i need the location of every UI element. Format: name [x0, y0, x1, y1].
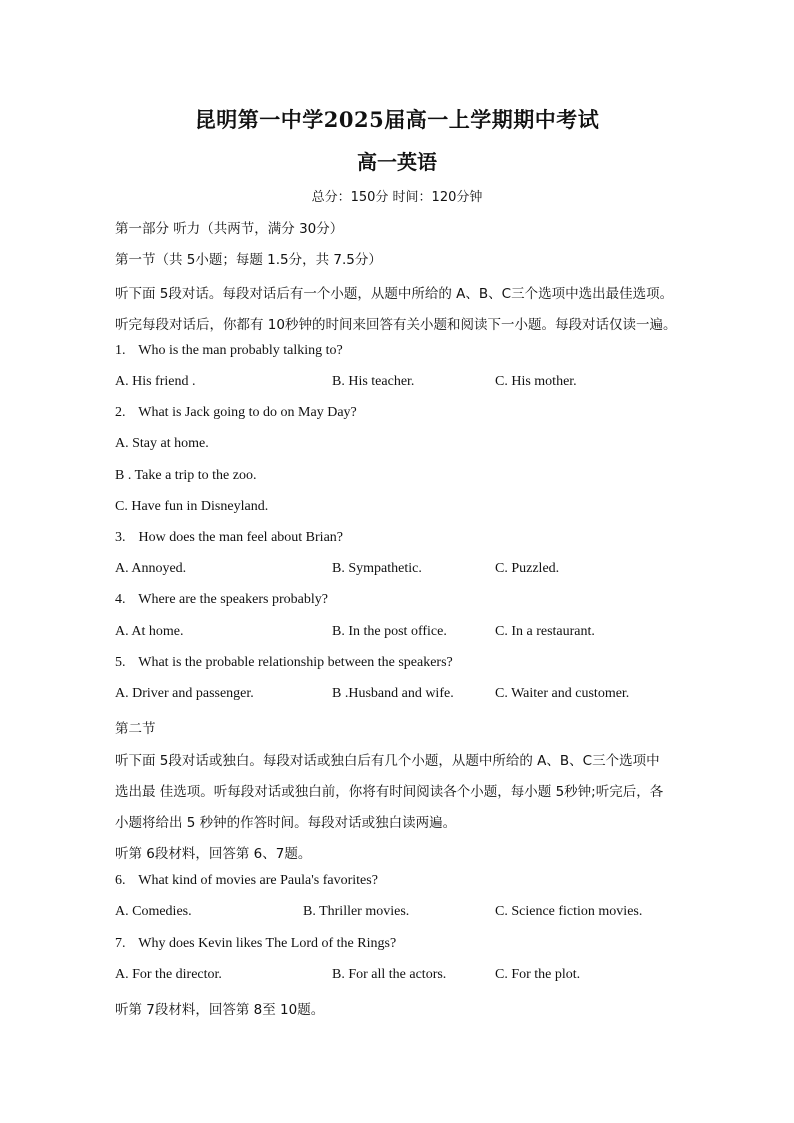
question-text: Why does Kevin likes The Lord of the Rings? [138, 936, 397, 951]
q1-option-b: B. His teacher. [332, 374, 415, 389]
question-number: 3. [115, 530, 126, 545]
question-text: What is Jack going to do on May Day? [138, 405, 357, 420]
question-3 [115, 530, 343, 546]
question-text: Where are the speakers probably? [138, 592, 328, 607]
section1-heading: 第一节（共 5小题；每题 1.5分，共 7.5分） [115, 252, 382, 268]
exam-subtitle: 高一英语 [357, 150, 437, 174]
q3-option-b: B. Sympathetic. [332, 561, 422, 576]
q7-option-a: A. For the director. [115, 967, 222, 982]
question-text: How does the man feel about Brian? [138, 530, 343, 545]
q6-option-a: A. Comedies. [115, 904, 192, 919]
question-text: What is the probable relationship between the speakers? [138, 655, 453, 670]
q2-option-a: A. Stay at home. [115, 436, 209, 451]
q7-option-c: C. For the plot. [495, 967, 581, 982]
exam-title: 昆明第一中学2025届高一上学期期中考试 [194, 107, 600, 132]
q4-option-a: A. At home. [115, 624, 184, 639]
q3-option-a: A. Annoyed. [115, 561, 187, 576]
q2-option-c: C. Have fun in Disneyland. [115, 499, 269, 514]
q6-option-b: B. Thriller movies. [303, 904, 410, 919]
question-2 [115, 405, 357, 421]
question-6 [115, 873, 378, 889]
question-number: 5. [115, 655, 126, 670]
section2-instruction-3: 小题将给出 5 秒钟的作答时间。每段对话或独白读两遍。 [115, 815, 457, 831]
exam-meta: 总分：150分 时间：120分钟 [311, 190, 483, 205]
q4-option-c: C. In a restaurant. [495, 624, 595, 639]
question-4 [115, 592, 328, 608]
q4-option-b: B. In the post office. [332, 624, 447, 639]
question-number: 1. [115, 343, 126, 358]
section1-instruction-2: 听完每段对话后，你都有 10秒钟的时间来回答有关小题和阅读下一小题。每段对话仅读一遍。 [115, 317, 677, 333]
section1-instruction-1: 听下面 5段对话。每段对话后有一个小题，从题中所给的 A、B、C三个选项中选出最佳选项。 [115, 286, 674, 302]
question-number: 7. [115, 936, 126, 951]
question-1 [115, 343, 343, 359]
q5-option-a: A. Driver and passenger. [115, 686, 254, 701]
q3-option-c: C. Puzzled. [495, 561, 560, 576]
q5-option-b: B .Husband and wife. [332, 686, 454, 701]
q6-option-c: C. Science fiction movies. [495, 904, 643, 919]
section2-instruction-2: 选出最 佳选项。听每段对话或独白前，你将有时间阅读各个小题，每小题 5秒钟;听完后，各 [115, 784, 664, 800]
q1-option-a: A. His friend . [115, 374, 196, 389]
question-number: 6. [115, 873, 126, 888]
question-5 [115, 655, 453, 671]
set-6-instruction: 听第 6段材料，回答第 6、7题。 [115, 846, 312, 862]
question-text: Who is the man probably talking to? [138, 343, 343, 358]
set-7-instruction: 听第 7段材料，回答第 8至 10题。 [115, 1002, 325, 1018]
question-number: 2. [115, 405, 126, 420]
question-text: What kind of movies are Paula's favorites? [138, 873, 378, 888]
q5-option-c: C. Waiter and customer. [495, 686, 630, 701]
q2-option-b: B . Take a trip to the zoo. [115, 468, 257, 483]
section2-heading: 第二节 [115, 721, 156, 737]
q7-option-b: B. For all the actors. [332, 967, 447, 982]
question-number: 4. [115, 592, 126, 607]
q1-option-c: C. His mother. [495, 374, 577, 389]
question-7 [115, 936, 396, 952]
part1-heading: 第一部分 听力（共两节，满分 30分） [115, 221, 344, 237]
section2-instruction-1: 听下面 5段对话或独白。每段对话或独白后有几个小题，从题中所给的 A、B、C三个选项中 [115, 753, 660, 769]
